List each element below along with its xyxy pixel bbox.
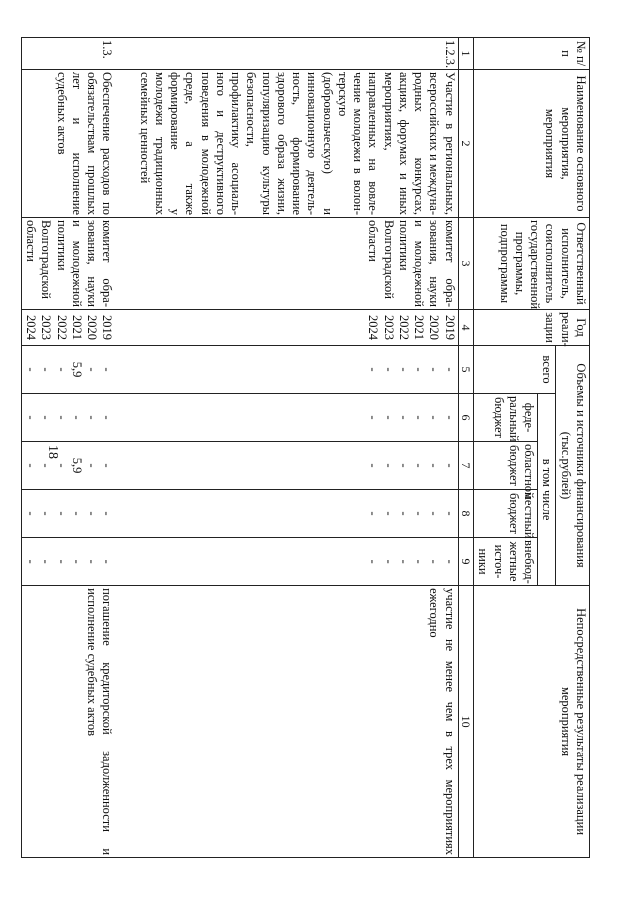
row-extrabudget: - - - - - - [21, 538, 115, 586]
row-result: участие не менее чем в трех мероприятиях ежегодно [135, 586, 458, 858]
column-number: 4 [458, 310, 474, 346]
header-including: в том числе [538, 394, 556, 586]
column-number: 10 [458, 586, 474, 858]
table-row [135, 38, 458, 858]
header-name: Наименование основного мероприятия, мероприятия [474, 70, 590, 218]
row-years: 2019 2020 2021 2022 2023 2024 [21, 310, 115, 346]
column-number: 6 [458, 394, 474, 442]
page-number: 18 [45, 445, 60, 459]
header-regional: областной бюджет [474, 442, 538, 490]
row-regional: - - 5,9 - - - [21, 442, 115, 490]
column-number: 7 [458, 442, 474, 490]
header-number: № п/п [474, 38, 590, 70]
row-executor: комитет образования, науки и молодежной политики Волгоградской области [135, 218, 458, 310]
header-local: местный бюджет [474, 490, 538, 538]
header-total: всего [474, 346, 556, 394]
column-number: 3 [458, 218, 474, 310]
column-number: 5 [458, 346, 474, 394]
row-total: - - 5,9 - - - [21, 346, 115, 394]
column-number: 8 [458, 490, 474, 538]
row-local: - - - - - - [135, 490, 458, 538]
header-year: Год реали-зации [474, 310, 590, 346]
column-number: 1 [458, 38, 474, 70]
row-years: 2019 2020 2021 2022 2023 2024 [135, 310, 458, 346]
program-table [21, 37, 590, 858]
row-number: 1.3. [21, 38, 115, 70]
row-executor: комитет образования, науки и молодежной политики Волгоградской области [21, 218, 115, 310]
header-executor: Ответственный исполнитель, соисполнитель государственной программы, подпрограммы [474, 218, 590, 310]
document-sheet [24, 37, 590, 857]
row-spacer [115, 38, 135, 858]
row-federal: - - - - - - [21, 394, 115, 442]
header-funding: Объемы и источники финансирования (тыс.рублей) [556, 346, 590, 586]
header-results: Непосредственные результаты реализации мероприятия [474, 586, 590, 858]
column-number-row [458, 38, 474, 858]
row-name: Обеспечение расходов по обязательствам прошлых лет и исполнение судебных актов [21, 70, 115, 218]
row-total: - - - - - - [135, 346, 458, 394]
row-federal: - - - - - - [135, 394, 458, 442]
header-extrabudget: внебюд-жетные источ-ники [474, 538, 538, 586]
column-number: 9 [458, 538, 474, 586]
table-row [21, 38, 115, 858]
row-regional: - - - - - - [135, 442, 458, 490]
header-federal: феде-ральный бюджет [474, 394, 538, 442]
row-name: Участие в региональных, всероссийских и международных конкурсах, акциях, форумах и иных мероприятиях, направленных на вовлечение молодежи в волонтерскую (добровольческую) и инновационную деятельность, формирование здорового образа жизни, популяризацию культуры безопасности, профилактику асоциального и деструктивного поведения в молодежной среде, а также формирование у молодежи традиционных семейных ценностей [135, 70, 458, 218]
column-number: 2 [458, 70, 474, 218]
row-extrabudget: - - - - - - [135, 538, 458, 586]
row-local: - - - - - - [21, 490, 115, 538]
row-result: погашение кредиторской задолженности и исполнение судебных актов [21, 586, 115, 858]
table-header [458, 38, 589, 858]
row-number: 1.2.3. [135, 38, 458, 70]
